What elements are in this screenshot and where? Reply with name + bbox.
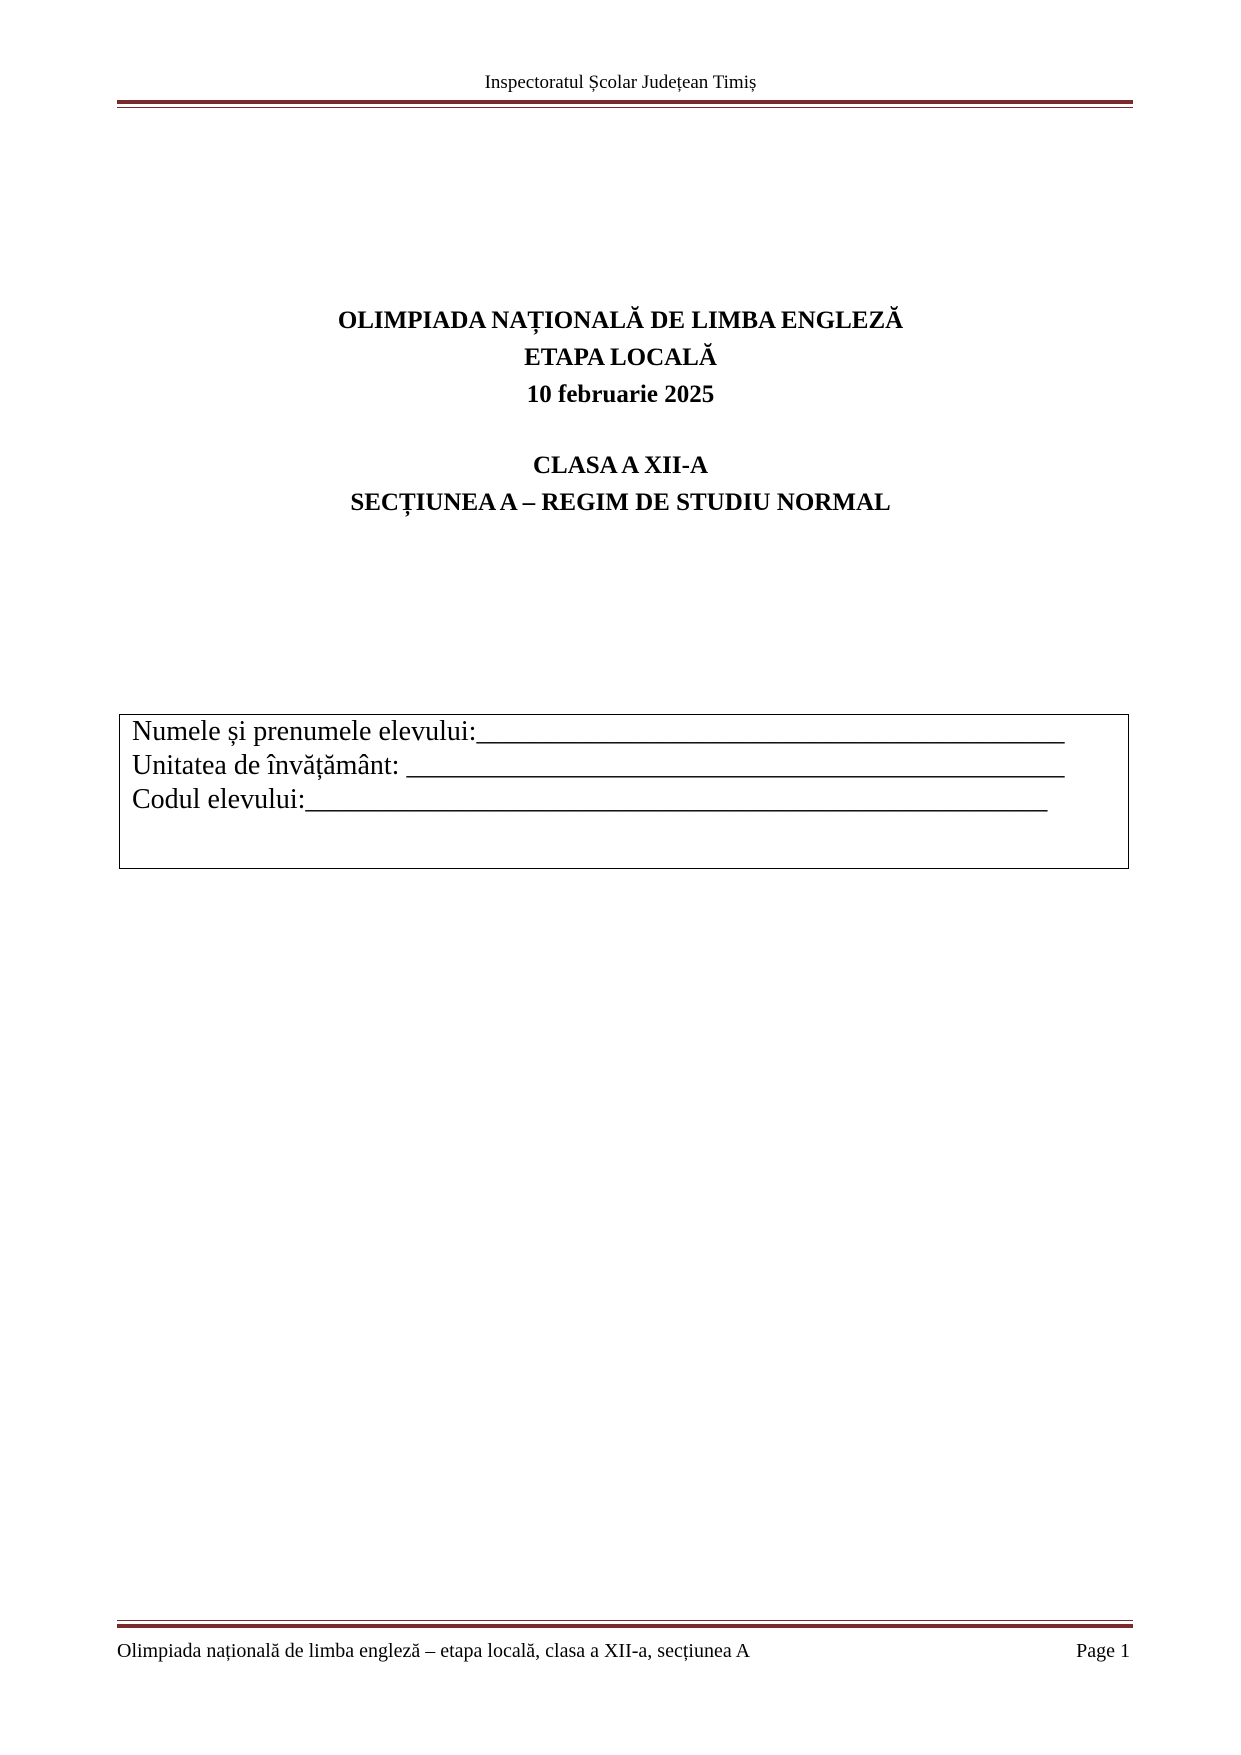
page-number: Page 1 (1076, 1640, 1130, 1662)
title-block (0, 302, 1241, 521)
header-rule-thin (117, 107, 1133, 108)
student-info-box (119, 714, 1129, 869)
footer-rule-thin (117, 1620, 1133, 1621)
class-title: CLASA A XII-A (532, 452, 709, 479)
section-title: SECȚIUNEA A – REGIM DE STUDIU NORMAL (350, 489, 891, 516)
footer-text: Olimpiada națională de limba engleză – etapa locală, clasa a XII-a, secțiunea A (117, 1640, 751, 1662)
student-code-field[interactable]: Codul elevului:_____________________________________________________ (132, 784, 1048, 815)
stage-title: ETAPA LOCALĂ (524, 344, 717, 371)
header-rule-thick (117, 100, 1133, 104)
olympiad-title: OLIMPIADA NAȚIONALĂ DE LIMBA ENGLEZĂ (337, 307, 904, 334)
title-gap (0, 413, 1241, 447)
header-text: Inspectoratul Școlar Județean Timiș (484, 72, 757, 93)
school-field[interactable]: Unitatea de învățământ: _______________________________________________ (132, 750, 1065, 781)
exam-date: 10 februarie 2025 (526, 381, 715, 408)
footer-rule-thick (117, 1624, 1133, 1628)
student-name-field[interactable]: Numele și prenumele elevului:__________________________________________ (132, 716, 1065, 747)
